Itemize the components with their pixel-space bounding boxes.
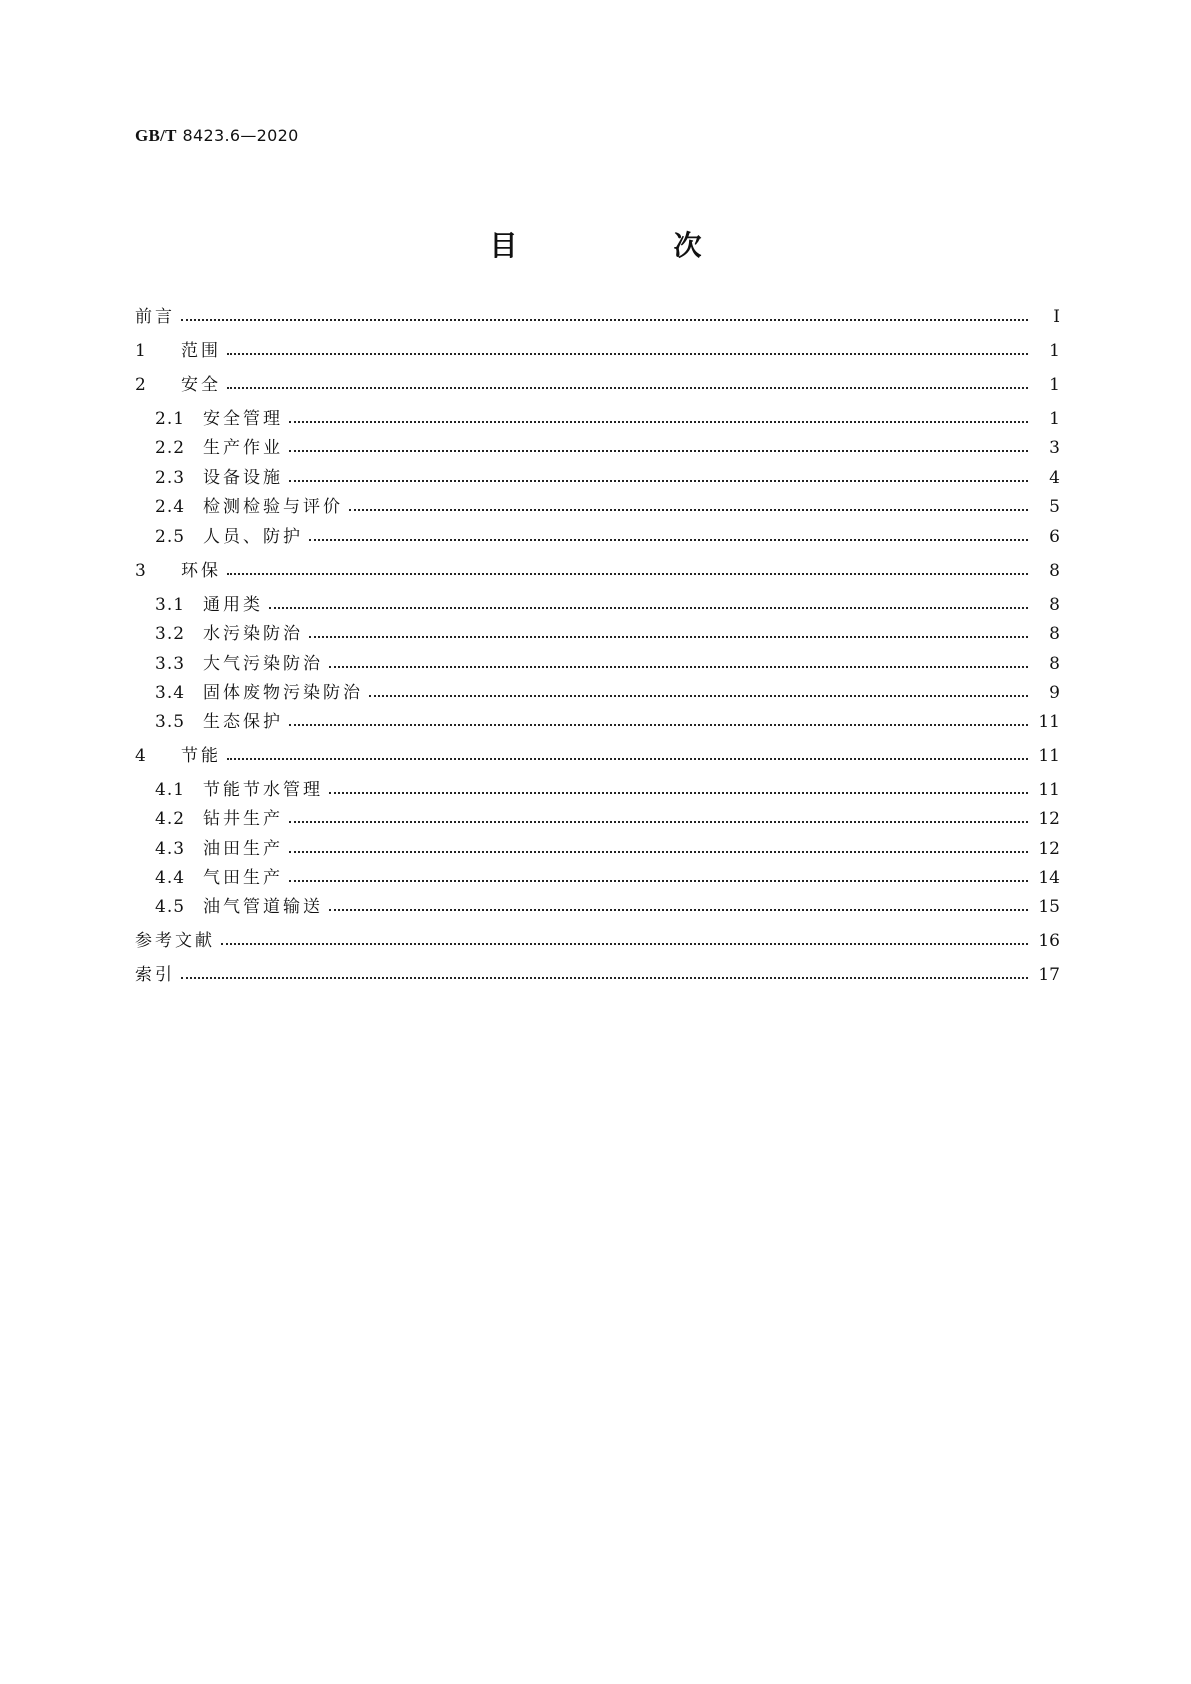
toc-entry[interactable]	[155, 406, 1060, 432]
toc-entry[interactable]	[155, 651, 1060, 677]
dot-leader	[309, 621, 1028, 647]
toc-entry-page: 6	[1049, 527, 1060, 547]
toc-entry-label: 大气污染防治	[203, 654, 323, 674]
toc-entry-label: 索引	[135, 965, 175, 985]
dot-leader	[289, 865, 1028, 891]
toc-entry-label: 水污染防治	[203, 624, 303, 644]
toc-entry[interactable]	[135, 338, 1060, 364]
toc-entry-label: 生态保护	[203, 712, 283, 732]
toc-entry-page: 11	[1038, 780, 1060, 800]
standard-code	[135, 126, 299, 146]
toc-entry-page: 12	[1038, 839, 1060, 859]
dot-leader	[309, 524, 1028, 550]
toc-entry-page: 3	[1049, 438, 1060, 458]
toc-entry-label: 钻井生产	[203, 809, 283, 829]
toc-entry-label: 生产作业	[203, 438, 283, 458]
toc-entry-number: 2.3	[155, 468, 186, 488]
toc-entry-page: 15	[1038, 897, 1060, 917]
toc-entry-page: 1	[1049, 409, 1060, 429]
toc-entry-label: 人员、防护	[203, 527, 303, 547]
toc-entry-page: 5	[1049, 497, 1060, 517]
toc-entry-label: 油气管道输送	[203, 897, 323, 917]
toc-entry-label: 通用类	[203, 595, 263, 615]
toc-entry-number: 4.4	[155, 868, 186, 888]
toc-entry-number: 3.4	[155, 683, 186, 703]
toc-entry-page: 12	[1038, 809, 1060, 829]
toc-entry-number: 1	[135, 341, 147, 361]
toc-entry-page: 8	[1049, 561, 1060, 581]
toc-entry-label: 前言	[135, 307, 175, 327]
toc-entry-page: 1	[1049, 375, 1060, 395]
toc-entry-label: 安全管理	[203, 409, 283, 429]
toc-entry-number: 3.1	[155, 595, 186, 615]
dot-leader	[289, 806, 1028, 832]
toc-entry[interactable]	[155, 680, 1060, 706]
toc-entry[interactable]	[135, 962, 1060, 988]
toc-entry-page: 14	[1038, 868, 1060, 888]
toc-entry-label: 参考文献	[135, 931, 215, 951]
toc-entry-page: Ⅰ	[1053, 307, 1060, 327]
dot-leader	[227, 372, 1028, 398]
standard-code-prefix: GB/T	[135, 126, 177, 145]
dot-leader	[181, 962, 1028, 988]
dot-leader	[227, 338, 1028, 364]
toc-entry-label: 节能	[181, 746, 221, 766]
standard-code-number: 8423.6—2020	[182, 126, 299, 145]
toc-entry-label: 气田生产	[203, 868, 283, 888]
toc-entry-label: 环保	[181, 561, 221, 581]
toc-entry[interactable]	[155, 836, 1060, 862]
toc-entry-label: 设备设施	[203, 468, 283, 488]
toc-entry[interactable]	[135, 928, 1060, 954]
toc-entry[interactable]	[155, 621, 1060, 647]
toc-entry-label: 固体废物污染防治	[203, 683, 363, 703]
toc-entry[interactable]	[135, 558, 1060, 584]
toc-entry[interactable]	[155, 465, 1060, 491]
toc-entry-page: 11	[1038, 712, 1060, 732]
toc-entry[interactable]	[155, 806, 1060, 832]
toc-entry-label: 检测检验与评价	[203, 497, 343, 517]
toc-entry[interactable]	[135, 372, 1060, 398]
toc-entry-number: 2.1	[155, 409, 186, 429]
toc-entry[interactable]	[155, 709, 1060, 735]
toc-entry-number: 4.3	[155, 839, 186, 859]
toc-entry-page: 8	[1049, 595, 1060, 615]
toc-entry-label: 油田生产	[203, 839, 283, 859]
toc-entry-number: 2.2	[155, 438, 186, 458]
toc-entry[interactable]	[155, 435, 1060, 461]
toc-entry-page: 16	[1038, 931, 1060, 951]
dot-leader	[349, 494, 1028, 520]
dot-leader	[329, 651, 1028, 677]
toc-entry[interactable]	[155, 865, 1060, 891]
toc-entry-number: 4.1	[155, 780, 186, 800]
toc-entry-page: 1	[1049, 341, 1060, 361]
dot-leader	[227, 558, 1028, 584]
dot-leader	[289, 709, 1028, 735]
toc-entry[interactable]	[155, 777, 1060, 803]
dot-leader	[329, 894, 1028, 920]
toc-entry[interactable]	[155, 494, 1060, 520]
dot-leader	[227, 743, 1028, 769]
dot-leader	[289, 836, 1028, 862]
toc-entry-page: 17	[1038, 965, 1060, 985]
toc-entry-label: 节能节水管理	[203, 780, 323, 800]
toc-entry-page: 11	[1038, 746, 1060, 766]
toc-entry[interactable]	[155, 524, 1060, 550]
dot-leader	[221, 928, 1028, 954]
toc-entry-number: 2.5	[155, 527, 186, 547]
toc-entry-page: 4	[1049, 468, 1060, 488]
toc-entry-number: 3.3	[155, 654, 186, 674]
toc-entry-number: 2	[135, 375, 147, 395]
toc-entry[interactable]	[135, 304, 1060, 330]
page-title: 目 次	[489, 229, 766, 262]
dot-leader	[369, 680, 1028, 706]
toc-entry-page: 8	[1049, 624, 1060, 644]
toc-entry-number: 3.5	[155, 712, 186, 732]
toc-entry-page: 8	[1049, 654, 1060, 674]
dot-leader	[329, 777, 1028, 803]
toc-entry-number: 4.5	[155, 897, 186, 917]
toc-entry[interactable]	[155, 592, 1060, 618]
toc-entry-label: 范围	[181, 341, 221, 361]
toc-entry-number: 4.2	[155, 809, 186, 829]
toc-entry-number: 2.4	[155, 497, 186, 517]
toc-entry-number: 3.2	[155, 624, 186, 644]
toc-entry-number: 3	[135, 561, 147, 581]
toc-entry-number: 4	[135, 746, 147, 766]
toc-entry[interactable]	[155, 894, 1060, 920]
dot-leader	[181, 304, 1028, 330]
dot-leader	[269, 592, 1028, 618]
toc-entry[interactable]	[135, 743, 1060, 769]
toc-entry-label: 安全	[181, 375, 221, 395]
toc-entry-page: 9	[1049, 683, 1060, 703]
dot-leader	[289, 435, 1028, 461]
dot-leader	[289, 465, 1028, 491]
dot-leader	[289, 406, 1028, 432]
